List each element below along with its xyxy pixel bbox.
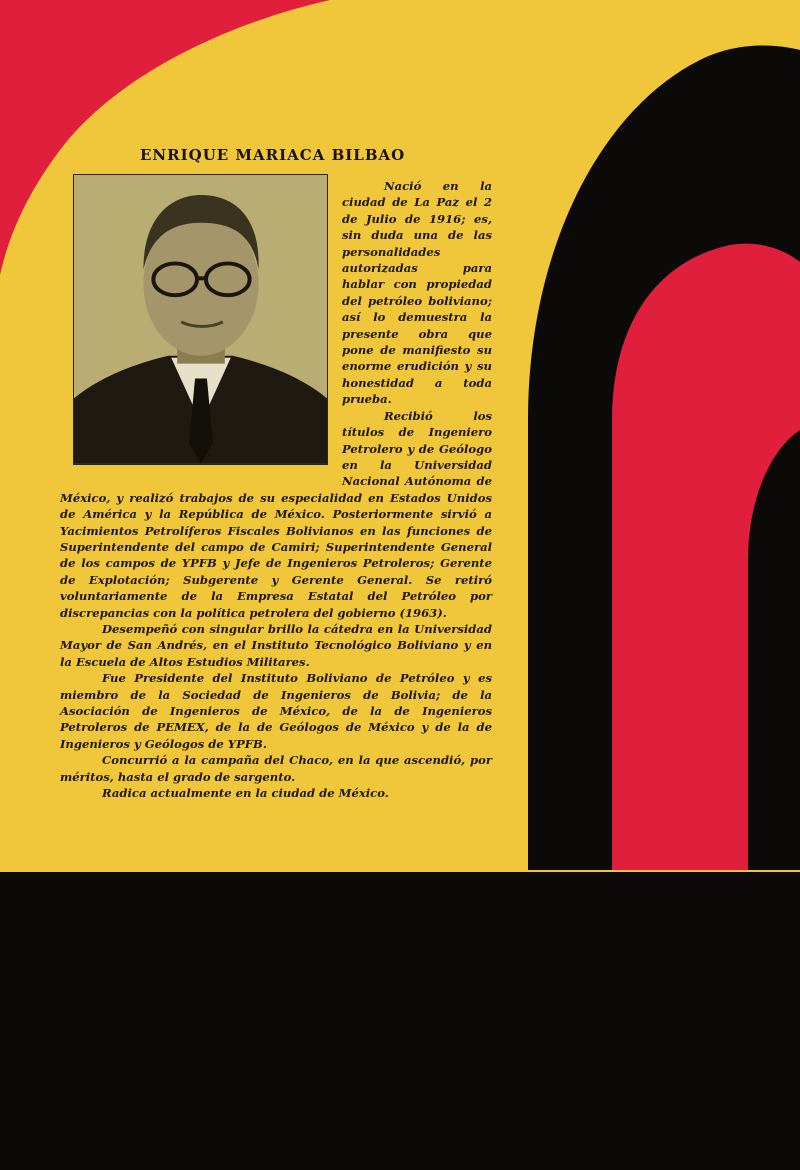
author-name-heading: ENRIQUE MARIACA BILBAO	[140, 146, 406, 164]
bio-paragraph-5: Concurrió a la campaña del Chaco, en la que ascendió, por méritos, hasta el grado de sargento.	[60, 753, 492, 784]
bio-paragraph-1: Nació en la ciudad de La Paz el 2 de Julio de 1916; es, sin duda una de las personalidades autorizadas para hablar con propiedad del petróleo boliviano; así lo demuestra la presente obra que pone de manifiesto su enorme erudición y su honestidad a toda prueba.	[342, 179, 492, 407]
bio-paragraph-4: Fue Presidente del Instituto Boliviano de Petróleo y es miembro de la Sociedad de Ingenieros de Bolivia; de la Asociación de Ingenieros de México, de la de Ingenieros Petroleros de PEMEX, de la de Geólogos de México y de la de Ingenieros y Geólogos de YPFB.	[60, 671, 492, 751]
bio-paragraph-2: Recibió los títulos de Ingeniero Petrolero y de Geólogo en la Universidad Nacional Autónoma de México, y realizó trabajos de su especialidad en Estados Unidos de América y la República de México. Posteriormente sirvió a Yacimientos Petrolíferos Fiscales Bolivianos en las funciones de Superintendente del campo de Camiri; Superintendente General de los campos de YPFB y Jefe de Ingenieros Petroleros; Gerente de Explotación; Subgerente y Gerente General. Se retiró voluntariamente de la Empresa Estatal del Petróleo por discrepancias con la política petrolera del gobierno (1963).	[60, 408, 492, 620]
portrait-float-spacer	[60, 178, 342, 474]
bottom-black-band	[0, 872, 800, 1170]
bio-paragraph-6: Radica actualmente en la ciudad de México.	[102, 786, 389, 801]
bio-paragraph-3: Desempeñó con singular brillo la cátedra en la Universidad Mayor de San Andrés, en el Instituto Tecnológico Boliviano y en la Escuela de Altos Estudios Militares.	[60, 621, 492, 669]
author-biography	[60, 178, 492, 801]
